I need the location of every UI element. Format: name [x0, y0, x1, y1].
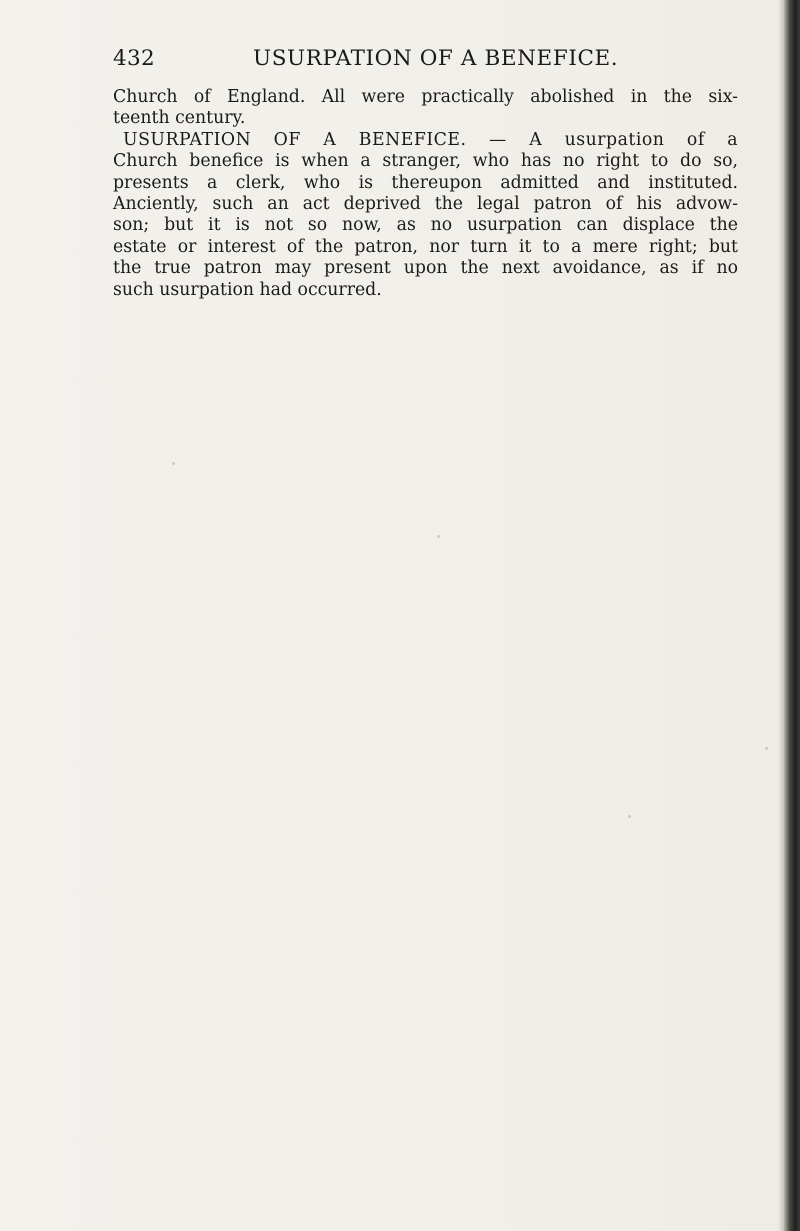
- running-title: USURPATION OF A BENEFICE.: [253, 46, 619, 71]
- paper-speck: [172, 462, 175, 465]
- text-line: teenth century.: [113, 108, 246, 129]
- text-line: Anciently, such an act deprived the legal patron of his advow-: [113, 193, 738, 214]
- page-header: [113, 46, 733, 74]
- page-number: 432: [113, 46, 155, 71]
- text-line: such usurpation had occurred.: [113, 279, 382, 300]
- text-line: son; but it is not so now, as no usurpation can displace the: [113, 215, 738, 236]
- page-edge: [784, 0, 800, 1231]
- text-line: the true patron may present upon the next avoidance, as if no: [113, 258, 738, 279]
- text-line: presents a clerk, who is thereupon admitted and instituted.: [113, 172, 738, 193]
- body-text: [113, 87, 738, 301]
- text-line: Church of England. All were practically abolished in the six-: [113, 87, 738, 107]
- paper-speck: [437, 535, 440, 538]
- entry-heading-line: USURPATION OF A BENEFICE. — A usurpation of a: [123, 129, 738, 150]
- text-line: estate or interest of the patron, nor turn it to a mere right; but: [113, 236, 738, 257]
- paper-speck: [628, 815, 631, 818]
- text-line: Church benefice is when a stranger, who has no right to do so,: [113, 151, 738, 172]
- paper-speck: [765, 747, 768, 750]
